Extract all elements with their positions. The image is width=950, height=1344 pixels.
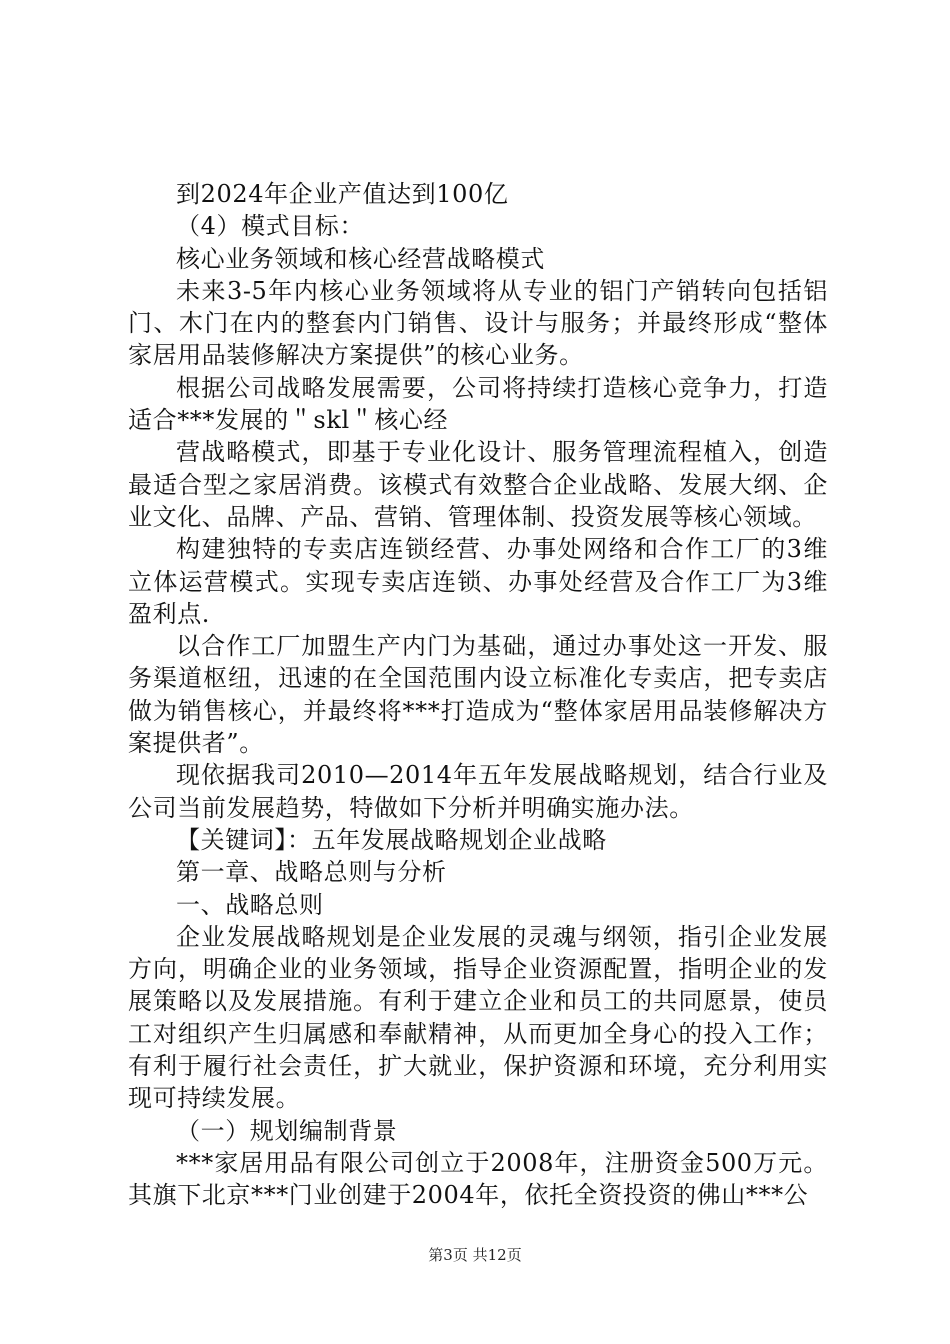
paragraph-skl-model: 根据公司战略发展需要，公司将持续打造核心竞争力，打造适合***发展的＂skl＂核心经 xyxy=(128,373,828,435)
subsection-title: （一）规划编制背景 xyxy=(176,1116,398,1145)
chapter-title: 第一章、战略总则与分析 xyxy=(176,858,447,887)
keywords-line: 【关键词】：五年发展战略规划企业战略 xyxy=(176,825,607,854)
paragraph-3d-operation: 构建独特的专卖店连锁经营、办事处网络和合作工厂的3维立体运营模式。实现专卖店连锁、办事处经营及合作工厂为3维盈利点. xyxy=(128,535,828,628)
paragraph-output-target: 到2024年企业产值达到100亿 xyxy=(176,180,509,208)
paragraph-company-background: ***家居用品有限公司创立于2008年，注册资金500万元。其旗下北京***门业创建于2004年，依托全资投资的佛山***公 xyxy=(128,1148,828,1210)
paragraph-strategy-general: 企业发展战略规划是企业发展的灵魂与纲领，指引企业发展方向，明确企业的业务领域，指导企业资源配置，指明企业的发展策略以及发展措施。有利于建立企业和员工的共同愿景，使员工对组织产生归属感和奉献精神，从而更加全身心的投入工作；有利于履行社会责任，扩大就业，保护资源和环境，充分利用实现可持续发展。 xyxy=(128,922,828,1113)
document-body xyxy=(128,178,828,1212)
paragraph-five-year-plan: 现依据我司2010—2014年五年发展战略规划，结合行业及公司当前发展趋势，特做如下分析并明确实施办法。 xyxy=(128,761,828,822)
section-title: 一、战略总则 xyxy=(176,890,324,919)
subheading-core-business: 核心业务领域和核心经营战略模式 xyxy=(176,244,545,273)
heading-mode-target: （4）模式目标： xyxy=(176,212,365,241)
paragraph-franchise-factory: 以合作工厂加盟生产内门为基础，通过办事处这一开发、服务渠道枢纽，迅速的在全国范围内设立标准化专卖店，把专卖店做为销售核心，并最终将***打造成为“整体家居用品装修解决方案提供者”。 xyxy=(128,632,828,758)
page-number-footer: 第3页 共12页 xyxy=(428,1246,522,1264)
paragraph-core-business: 未来3-5年内核心业务领域将从专业的铝门产销转向包括铝门、木门在内的整套内门销售、设计与服务；并最终形成“整体家居用品装修解决方案提供”的核心业务。 xyxy=(128,276,828,370)
paragraph-skl-model-detail: 营战略模式，即基于专业化设计、服务管理流程植入，创造最适合型之家居消费。该模式有效整合企业战略、发展大纲、企业文化、品牌、产品、营销、管理体制、投资发展等核心领域。 xyxy=(128,438,828,531)
